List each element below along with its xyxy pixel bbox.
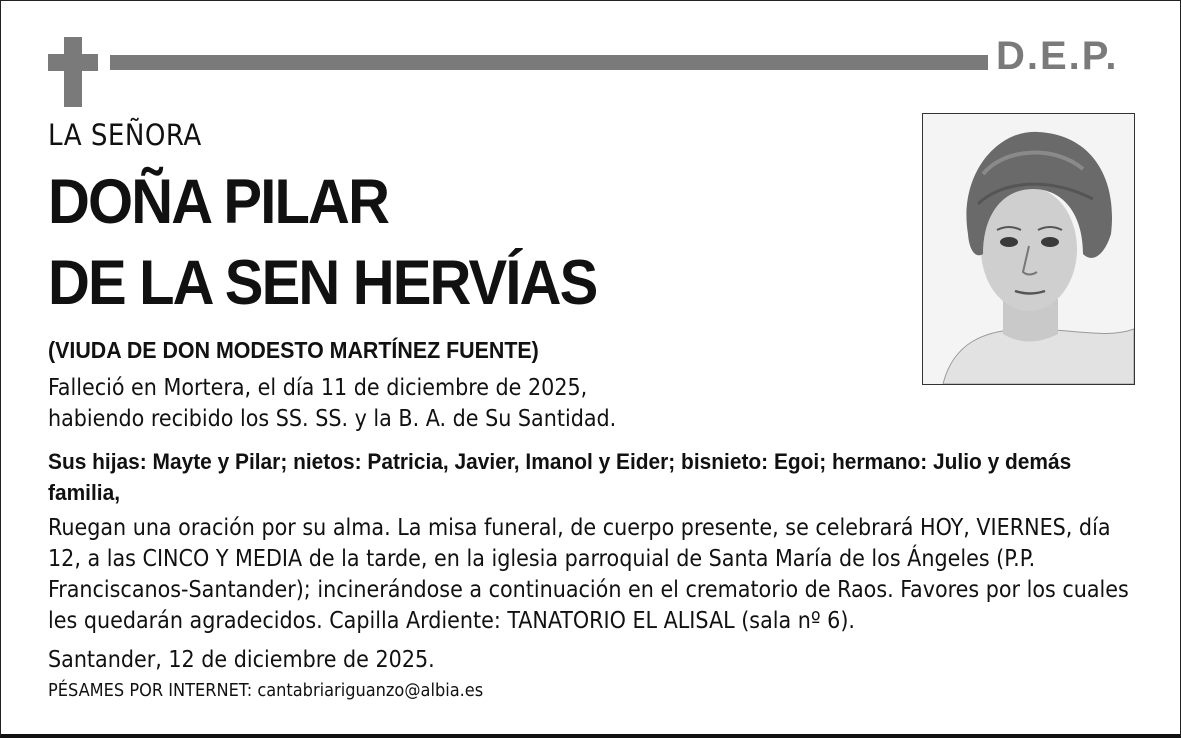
portrait-photo [922,113,1135,385]
death-line1: Falleció en Mortera, el día 11 de diciembre de 2025, [48,375,588,401]
cross-icon [64,37,82,107]
family-list: Sus hijas: Mayte y Pilar; nietos: Patricia, Javier, Imanol y Eider; bisnieto: Egoi; hermano: Julio y demás familia, [48,449,1072,505]
portrait-image [923,114,1134,384]
header-rule [110,55,988,70]
announcement: Ruegan una oración por su alma. La misa funeral, de cuerpo presente, se celebrará HOY, VIERNES, día 12, a las CINCO Y MEDIA de la tarde, en la iglesia parroquial de Santa María de los Ángeles (P.P. Franciscanos-Santander); incinerándose a continuación en el crematorio de Raos. Favores por los cuales les quedarán agradecidos. Capilla Ardiente: TANATORIO EL ALISAL (sala nº 6). [48,515,1129,634]
title-label: LA SEÑORA [48,118,202,152]
place-date: Santander, 12 de diciembre de 2025. [48,647,435,673]
widow-of: (VIUDA DE DON MODESTO MARTÍNEZ FUENTE) [48,337,539,363]
death-line2: habiendo recibido los SS. SS. y la B. A. de Su Santidad. [48,406,617,432]
condolences-line: PÉSAMES POR INTERNET: cantabriariguanzo@albia.es [48,680,484,701]
deceased-name-line1: DOÑA PILAR [48,167,389,237]
dep-label: D.E.P. [996,34,1119,78]
deceased-name-line2: DE LA SEN HERVÍAS [48,248,597,318]
cross-icon-bar [48,54,98,71]
